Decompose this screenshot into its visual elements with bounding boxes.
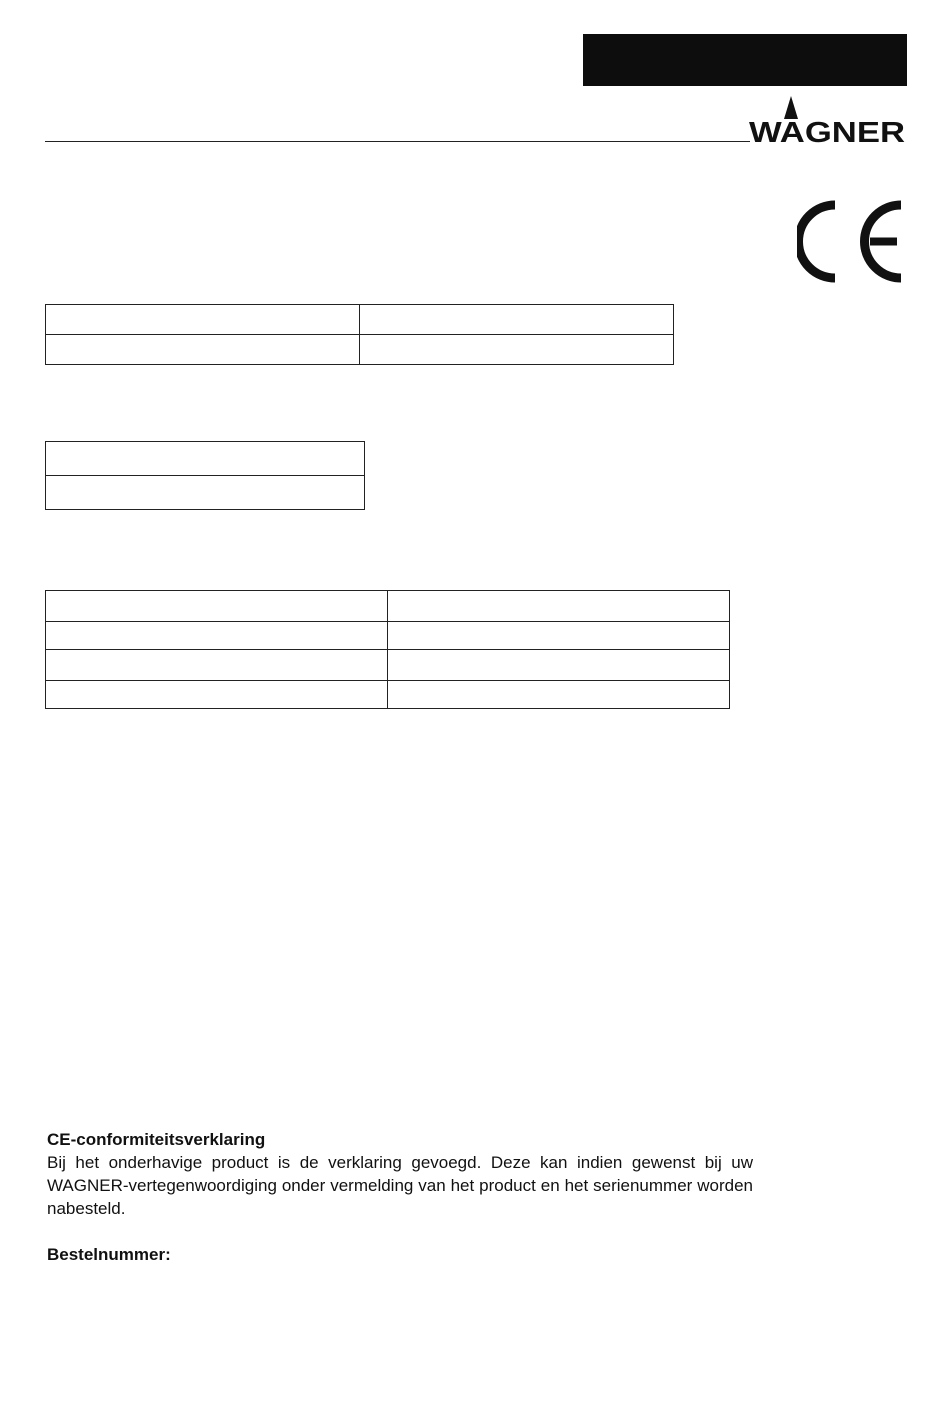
table-cell bbox=[388, 622, 730, 650]
table-row bbox=[46, 335, 674, 365]
table-cell bbox=[46, 650, 388, 681]
table-cell bbox=[388, 650, 730, 681]
table-cell bbox=[46, 442, 365, 476]
table-cell bbox=[360, 335, 674, 365]
order-number-label: Bestelnummer: bbox=[47, 1245, 171, 1264]
table-cell bbox=[360, 305, 674, 335]
svg-text:WAGNER: WAGNER bbox=[749, 117, 906, 146]
table-cell bbox=[46, 335, 360, 365]
table-row bbox=[46, 305, 674, 335]
table-row bbox=[46, 476, 365, 510]
ce-mark-icon bbox=[797, 198, 909, 284]
table-row bbox=[46, 681, 730, 709]
ce-declaration-heading: CE-conformiteitsverklaring bbox=[47, 1130, 266, 1149]
header-rule bbox=[45, 141, 750, 142]
table-row bbox=[46, 591, 730, 622]
ce-declaration-section bbox=[47, 1128, 753, 1220]
table-cell bbox=[46, 305, 360, 335]
table-cell bbox=[46, 622, 388, 650]
table-cell bbox=[46, 591, 388, 622]
spec-table-3 bbox=[45, 590, 730, 709]
table-cell bbox=[46, 681, 388, 709]
table-row bbox=[46, 442, 365, 476]
header-black-bar bbox=[583, 34, 907, 86]
table-cell bbox=[388, 591, 730, 622]
wagner-logo bbox=[747, 94, 907, 146]
table-cell bbox=[46, 476, 365, 510]
table-cell bbox=[388, 681, 730, 709]
table-row bbox=[46, 650, 730, 681]
table-row bbox=[46, 622, 730, 650]
spec-table-1 bbox=[45, 304, 674, 365]
ce-declaration-body: Bij het onderhavige product is de verklaring gevoegd. Deze kan indien gewenst bij uw WAGNER-vertegenwoordiging onder vermelding van het product en het serienummer worden nabesteld. bbox=[47, 1153, 753, 1218]
spec-table-2 bbox=[45, 441, 365, 510]
